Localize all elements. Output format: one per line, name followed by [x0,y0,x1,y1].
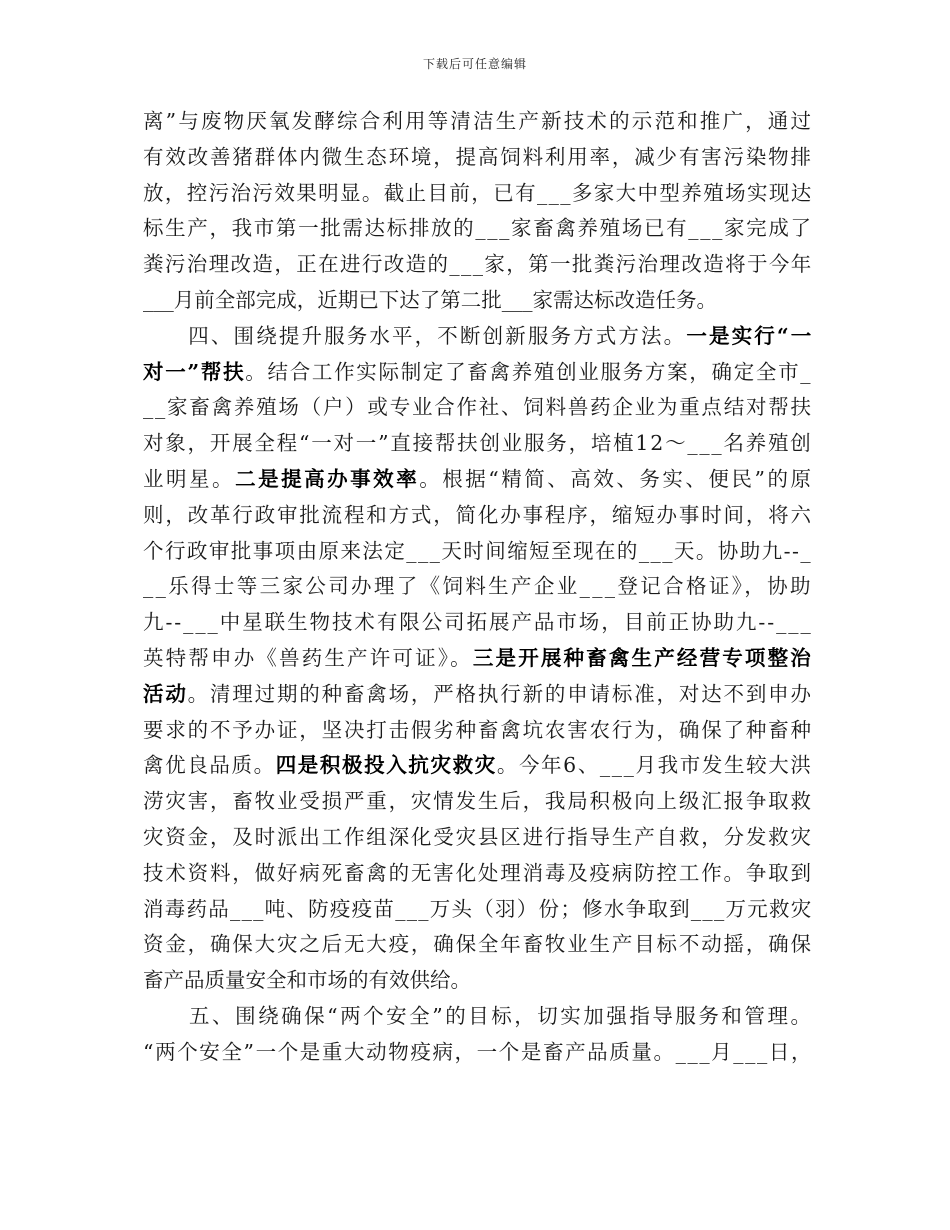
text-run: 有效改善猪群体内微生态环境，提高饲料利用率，减少有害污染物排 [143,144,813,169]
text-run: 。今年6、___月我市发生较大洪 [496,753,813,778]
text-line [143,820,811,856]
text-run: 对象，开展全程“一对一”直接帮扶创业服务，培植12～___名养殖创 [143,431,813,456]
text-line [143,856,811,892]
text-run: 业明星。 [143,466,236,491]
document-body [143,104,814,1071]
bold-phrase: 活动 [143,681,188,706]
text-line [143,892,811,928]
text-line [143,176,811,212]
text-run: __家畜禽养殖场（户）或专业合作社、饲料兽药企业为重点结对帮扶 [143,395,813,420]
text-line [143,462,814,498]
text-run: 标生产，我市第一批需达标排放的___家畜禽养殖场已有___家完成了 [143,216,813,241]
text-run: 粪污治理改造，正在进行改造的___家，第一批粪污治理改造将于今年 [143,252,813,277]
text-line [143,211,811,247]
text-run: 离”与废物厌氧发酵综合利用等清洁生产新技术的示范和推广，通过 [143,109,814,133]
text-line [143,283,811,319]
text-line [143,999,814,1035]
text-line [143,927,811,963]
text-line [143,1035,814,1071]
page-header: 下载后可任意编辑 [422,57,527,71]
text-line [143,641,811,677]
text-line [143,426,811,462]
text-line [143,784,811,820]
text-line [143,140,811,176]
text-run: 五、围绕确保“两个安全”的目标，切实加强指导服务和管理。 [143,1003,814,1028]
text-run: 个行政审批事项由原来法定___天时间缩短至现在的___天。协助九--_ [143,538,813,563]
text-run: 要求的不予办证，坚决打击假劣种畜禽坑农害农行为，确保了种畜种 [143,717,813,742]
bold-phrase: 对一”帮扶 [143,359,246,384]
text-run: 。结合工作实际制定了畜禽养殖创业服务方案，确定全市_ [245,359,813,384]
text-run: 英特帮申办《兽药生产许可证》。 [143,645,473,670]
text-run: 涝灾害，畜牧业受损严重，灾情发生后，我局积极向上级汇报争取救 [143,789,813,814]
text-run: 消毒药品___吨、防疫疫苗___万头（羽）份；修水争取到___万元救灾 [143,896,813,921]
text-line [143,104,814,140]
text-line [143,247,811,283]
text-line [143,390,811,426]
text-run: 畜产品质量安全和市场的有效供给。 [143,968,471,993]
bold-phrase: 三是开展种畜禽生产经营专项整治 [472,645,813,670]
text-run: 技术资料，做好病死畜禽的无害化处理消毒及疫病防控工作。争取到 [143,860,813,885]
text-line [143,498,811,534]
text-run: 。根据“精简、高效、务实、便民”的原 [419,466,814,491]
text-run: 则，改革行政审批流程和方式，简化办事程序，缩短办事时间，将六 [143,502,813,527]
text-line [143,963,811,999]
bold-phrase: 二是提高办事效率 [235,466,420,491]
text-line [143,534,811,570]
text-line [143,605,811,641]
text-run: ___月前全部完成，近期已下达了第二批___家需达标改造任务。 [143,287,717,312]
bold-phrase: 四是积极投入抗灾救灾 [275,753,497,778]
text-run: 灾资金，及时派出工作组深化受灾县区进行指导生产自救，分发救灾 [143,824,813,849]
text-line [143,319,814,355]
text-line [143,713,811,749]
text-line [143,748,811,784]
text-run: 放，控污治污效果明显。截止目前，已有___多家大中型养殖场实现达 [143,180,813,205]
text-run: 四、围绕提升服务水平，不断创新服务方式方法。 [143,323,687,348]
bold-phrase: 一是实行“一 [686,323,814,348]
text-line [143,677,811,713]
text-run: 九--___中星联生物技术有限公司拓展产品市场，目前正协助九--___ [143,610,813,635]
text-run: “两个安全”一个是重大动物疫病，一个是畜产品质量。___月___日， [143,1039,814,1064]
text-line [143,569,811,605]
text-run: 。清理过期的种畜禽场，严格执行新的申请标准，对达不到申办 [187,681,813,706]
text-run: __乐得士等三家公司办理了《饲料生产企业___登记合格证》，协助 [143,574,813,599]
text-run: 禽优良品质。 [143,753,276,778]
text-line [143,355,811,391]
text-run: 资金，确保大灾之后无大疫，确保全年畜牧业生产目标不动摇，确保 [143,932,813,957]
